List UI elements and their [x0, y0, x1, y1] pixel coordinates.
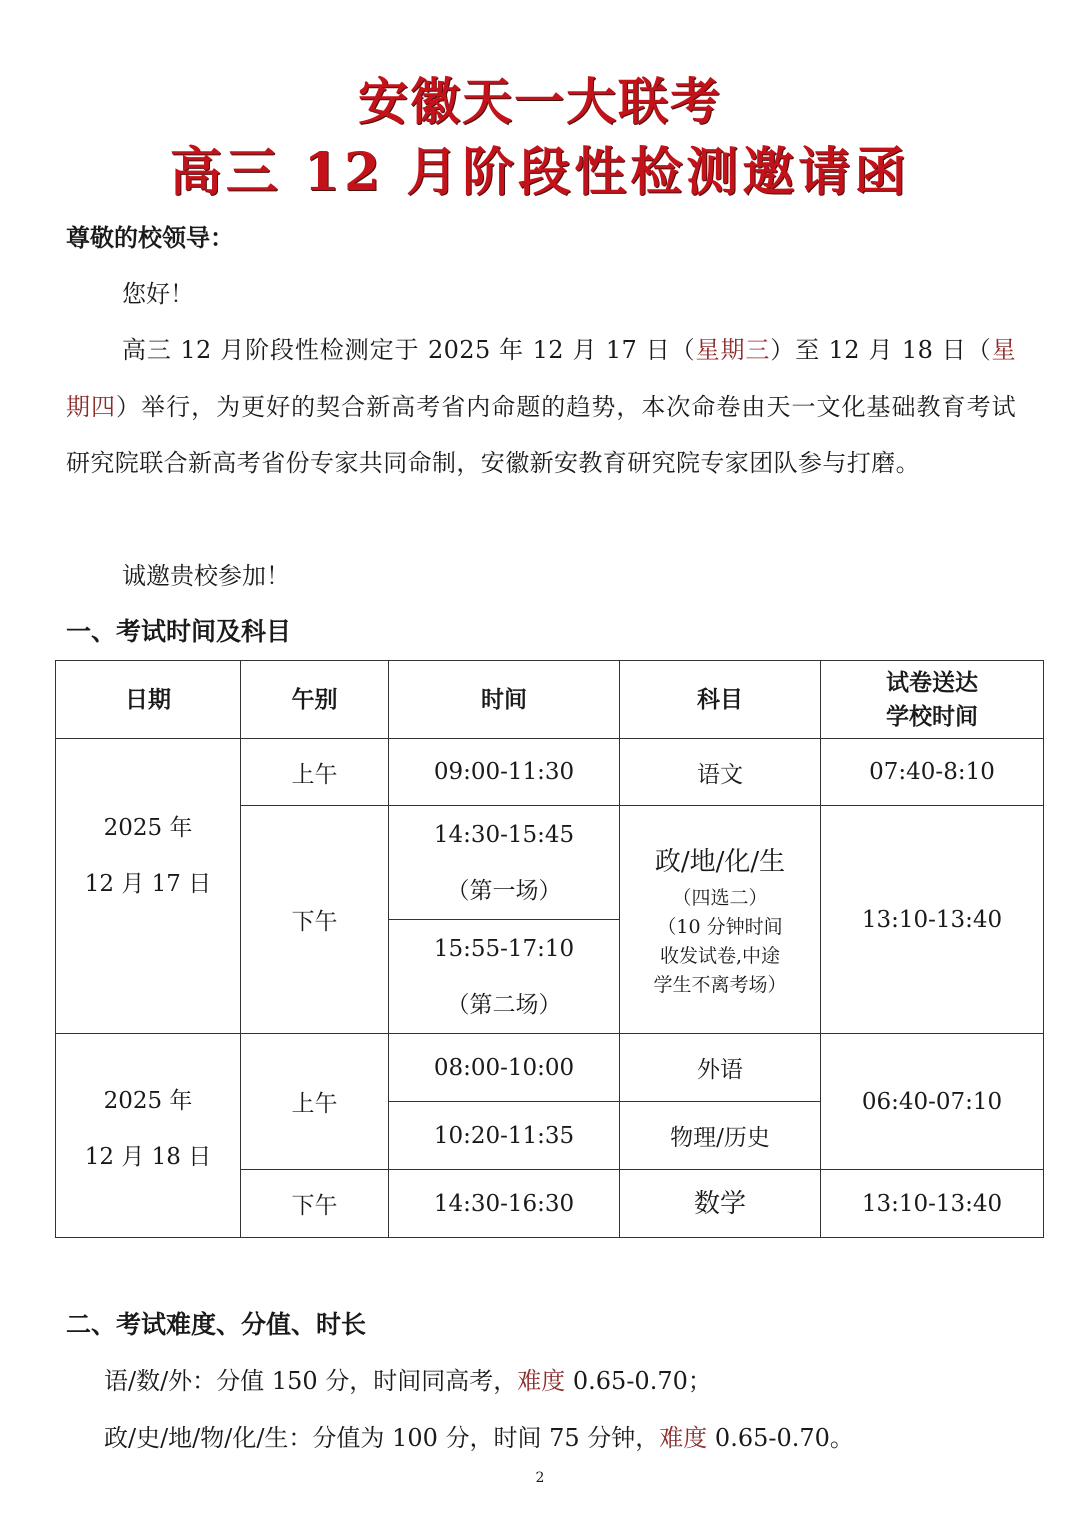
table-row: [56, 1034, 1044, 1102]
date-cell-day2: [56, 1034, 241, 1238]
detail-line-elective-subjects: [104, 1418, 854, 1458]
invitation-body: [66, 322, 1016, 492]
difficulty-value: 0.65-0.70。: [707, 1424, 854, 1452]
session-time: 14:30-15:45: [433, 821, 575, 848]
date-year: 2025 年: [103, 815, 193, 841]
detail-line-main-subjects: [104, 1361, 712, 1401]
subject-note: [620, 884, 820, 1000]
date-year: 2025 年: [103, 1087, 193, 1114]
invitation-line: 诚邀贵校参加！: [122, 562, 290, 590]
time-cell: 09:00-11:30: [389, 739, 620, 806]
date-cell-day1: [56, 739, 241, 1034]
session-label: （第二场）: [446, 991, 562, 1018]
date-day: 12 月 17 日: [84, 871, 212, 897]
section-heading-difficulty: 二、考试难度、分值、时长: [66, 1310, 367, 1339]
detail-text: 政/史/地/物/化/生：分值为 100 分，时间 75 分钟，: [104, 1424, 660, 1452]
subject-cell: 外语: [620, 1034, 821, 1102]
time-cell: 14:30-16:30: [389, 1170, 620, 1238]
document-title: 安徽天一大联考: [358, 72, 722, 131]
header-subject: 科目: [620, 661, 821, 739]
delivery-cell: 06:40-07:10: [821, 1034, 1044, 1170]
period-cell: 下午: [241, 806, 389, 1034]
header-delivery-line1: 试卷送达: [886, 669, 978, 696]
salutation: 尊敬的校领导：: [66, 224, 234, 252]
document-subtitle: 高三 12 月阶段性检测邀请函: [169, 142, 911, 203]
delivery-cell: 07:40-8:10: [821, 739, 1044, 806]
weekday-wednesday: 星期三: [695, 336, 771, 364]
session-time: 15:55-17:10: [433, 935, 575, 962]
header-delivery-line2: 学校时间: [886, 703, 978, 730]
body-text-3: ）举行，为更好的契合新高考省内命题的趋势，本次命卷由天一文化基础教育考试研究院联合新高考省份专家共同命制，安徽新安教育研究院专家团队参与打磨。: [66, 392, 1016, 477]
weekday-thursday: 星期四: [66, 336, 1017, 421]
difficulty-label: 难度: [659, 1424, 708, 1452]
subject-name: 政/地/化/生: [654, 846, 786, 877]
subject-note-line: （10 分钟时间: [657, 915, 783, 938]
subject-note-line: 学生不离考场）: [653, 973, 787, 996]
subject-note-line: 收发试卷,中途: [659, 944, 781, 967]
subject-cell: [620, 806, 821, 1034]
detail-text: 语/数/外：分值 150 分，时间同高考，: [104, 1367, 518, 1395]
subject-note-line: （四选二）: [672, 886, 768, 909]
time-cell: [389, 806, 620, 920]
period-cell: 下午: [241, 1170, 389, 1238]
delivery-cell: 13:10-13:40: [821, 1170, 1044, 1238]
difficulty-label: 难度: [517, 1367, 566, 1395]
body-text-2: ）至 12 月 18 日（: [770, 336, 992, 364]
exam-schedule-table: [55, 660, 1044, 1238]
header-date: 日期: [56, 661, 241, 739]
greeting: 您好！: [122, 280, 194, 308]
session-label: （第一场）: [446, 877, 562, 904]
header-period: 午别: [241, 661, 389, 739]
body-text-1: 高三 12 月阶段性检测定于 2025 年 12 月 17 日（: [122, 336, 696, 364]
subject-cell: 语文: [620, 739, 821, 806]
period-cell: 上午: [241, 1034, 389, 1170]
subject-cell: 物理/历史: [620, 1102, 821, 1170]
time-cell: 08:00-10:00: [389, 1034, 620, 1102]
table-row: [56, 739, 1044, 806]
subject-cell: 数学: [620, 1170, 821, 1238]
date-day: 12 月 18 日: [84, 1143, 212, 1170]
time-cell: 10:20-11:35: [389, 1102, 620, 1170]
section-heading-schedule: 一、考试时间及科目: [66, 617, 292, 646]
difficulty-value: 0.65-0.70；: [565, 1367, 712, 1395]
header-time: 时间: [389, 661, 620, 739]
page-number: 2: [535, 1470, 545, 1486]
table-header-row: [56, 661, 1044, 739]
header-delivery-time: [821, 661, 1044, 739]
time-cell: [389, 920, 620, 1034]
period-cell: 上午: [241, 739, 389, 806]
delivery-cell: 13:10-13:40: [821, 806, 1044, 1034]
